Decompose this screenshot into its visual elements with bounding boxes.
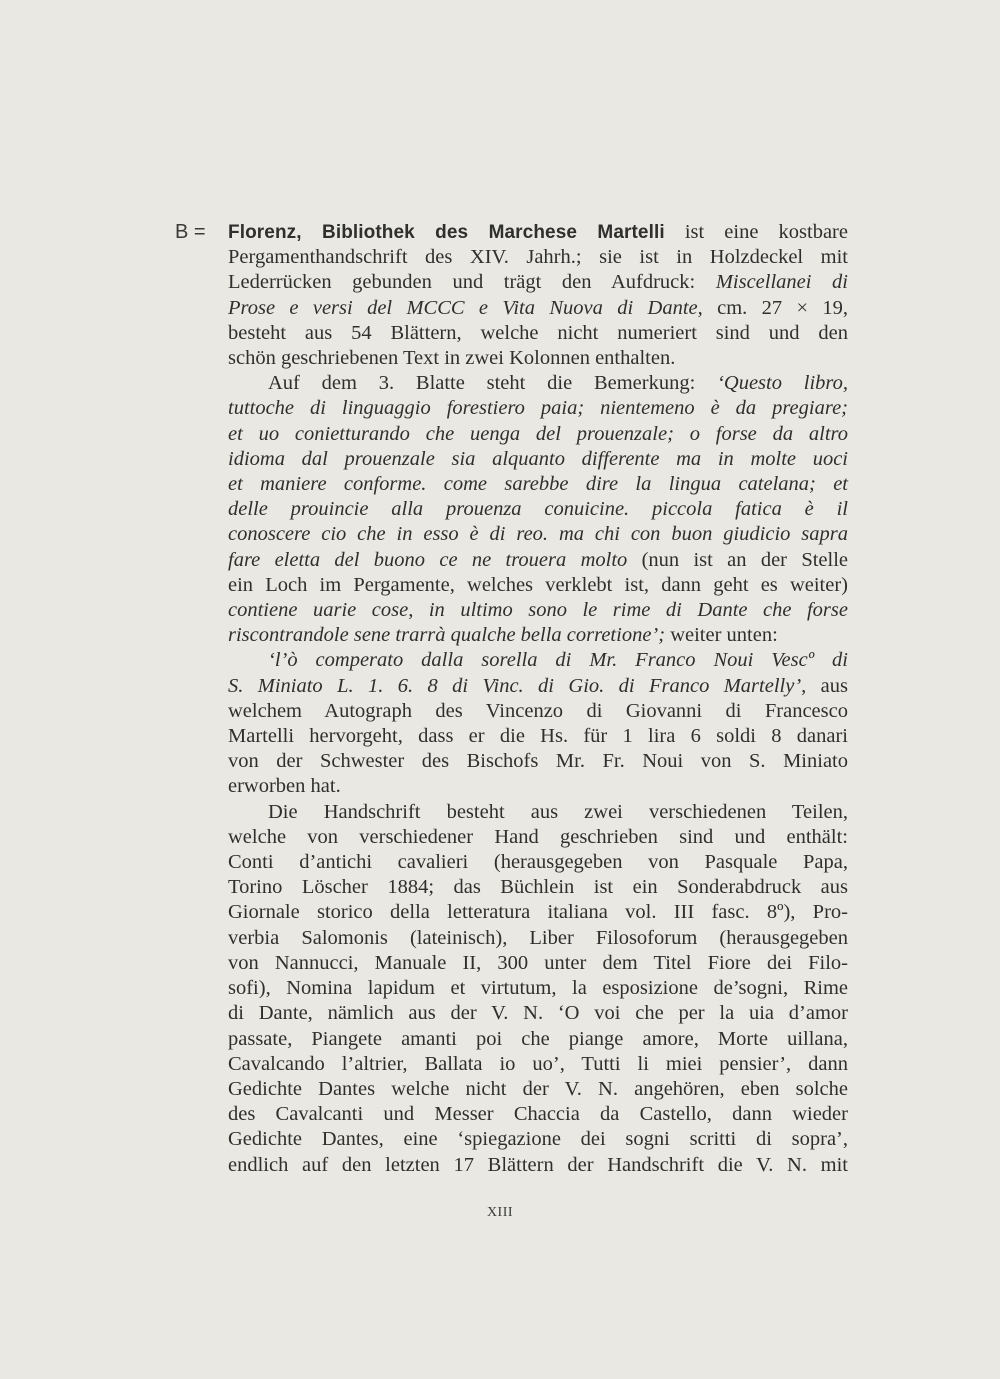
text-line	[228, 774, 848, 799]
text-run: Lederrücken gebunden und trägt den Aufdruck:	[228, 271, 716, 294]
text-run: Cavalcando l’altrier, Ballata io uo’, Tutti li miei pensier’, dann	[228, 1052, 848, 1075]
text-line	[228, 875, 848, 900]
text-run: erworben hat.	[228, 775, 341, 798]
text-line	[228, 1027, 848, 1052]
text-line	[228, 699, 848, 724]
italic-text: ‘Questo libro,	[717, 372, 848, 395]
text-run: welche von verschiedener Hand geschrieben sind und enthält:	[228, 825, 848, 848]
text-run: Gedichte Dantes welche nicht der V. N. angehören, eben solche	[228, 1077, 848, 1100]
paragraph	[228, 220, 848, 371]
text-line	[228, 497, 848, 522]
text-run: Auf dem 3. Blatte steht die Bemerkung:	[268, 372, 718, 395]
text-run: von der Schwester des Bischofs Mr. Fr. Noui von S. Miniato	[228, 750, 848, 773]
text-line	[228, 825, 848, 850]
text-line	[228, 371, 848, 396]
italic-text: Prose e versi del MCCC e Vita Nuova di Dante,	[228, 296, 703, 319]
italic-text: conoscere cio che in esso è di reo. ma chi con buon giudicio sapra	[228, 523, 848, 546]
text-run: ein Loch im Pergamente, welches verklebt ist, dann geht es weiter)	[228, 573, 848, 596]
text-line	[228, 926, 848, 951]
italic-text: ‘l’ò comperato dalla sorella di Mr. Franco Noui Vescº di	[268, 649, 848, 672]
text-line	[228, 724, 848, 749]
italic-text: et maniere conforme. come sarebbe dire la lingua catelana; et	[228, 473, 848, 496]
paragraph	[228, 648, 848, 799]
italic-text: et uo conietturando che uenga del prouenzale; o forse da altro	[228, 422, 848, 445]
text-run: schön geschriebenen Text in zwei Kolonnen enthalten.	[228, 347, 676, 370]
text-line	[228, 976, 848, 1001]
text-line	[228, 749, 848, 774]
text-run: Conti d’antichi cavalieri (herausgegeben von Pasquale Papa,	[228, 851, 848, 874]
text-run: Torino Löscher 1884; das Büchlein ist ein Sonderabdruck aus	[228, 876, 848, 899]
text-run: cm. 27 × 19,	[702, 296, 849, 319]
text-line	[228, 321, 848, 346]
main-text	[175, 220, 849, 1178]
italic-text: riscontrandole sene trarrà qualche bella corretione’;	[228, 624, 666, 647]
text-line	[228, 598, 848, 623]
text-run: Pergamenthandschrift des XIV. Jahrh.; sie ist in Holzdeckel mit	[228, 246, 848, 269]
italic-text: delle prouincie alla prouenza conuicine. piccola fatica è il	[228, 498, 848, 521]
text-line	[228, 674, 848, 699]
text-run: Giornale storico della letteratura italiana vol. III fasc. 8º), Pro-	[228, 901, 848, 924]
text-line	[228, 548, 848, 573]
text-line	[228, 1077, 848, 1102]
text-line	[228, 951, 848, 976]
text-run: Gedichte Dantes, eine ‘spiegazione dei sogni scritti di sopra’,	[228, 1128, 848, 1151]
text-line	[228, 573, 848, 598]
text-line	[228, 1102, 848, 1127]
text-run: Die Handschrift besteht aus zwei verschiedenen Teilen,	[268, 800, 848, 823]
italic-text: contiene uarie cose, in ultimo sono le rime di Dante che forse	[228, 599, 848, 622]
text-line	[228, 270, 848, 295]
text-line	[228, 1052, 848, 1077]
text-line	[228, 245, 848, 270]
text-line	[228, 1153, 848, 1178]
page-number: XIII	[486, 1205, 514, 1220]
italic-text: S. Miniato L. 1. 6. 8 di Vinc. di Gio. di Franco Martelly’,	[228, 674, 807, 697]
text-run: weiter unten:	[665, 624, 778, 647]
text-run: ist eine kostbare	[664, 221, 848, 243]
italic-text: tuttoche di linguaggio forestiero paia; nientemeno è da pregiare;	[228, 397, 848, 420]
text-run: besteht aus 54 Blättern, welche nicht numeriert sind und den	[228, 321, 848, 344]
text-line	[228, 1127, 848, 1152]
text-line	[228, 850, 848, 875]
italic-text: fare eletta del buono ce ne trouera molto	[228, 548, 628, 571]
entry-label: B =	[175, 221, 206, 243]
text-line	[228, 648, 848, 673]
paragraphs-container	[228, 220, 848, 1178]
text-run: aus	[806, 674, 848, 697]
text-line	[228, 1001, 848, 1026]
text-line	[228, 396, 848, 421]
text-line	[228, 422, 848, 447]
text-run: verbia Salomonis (lateinisch), Liber Filosoforum (herausgegeben	[228, 926, 848, 949]
text-line	[228, 623, 848, 648]
text-run: des Cavalcanti und Messer Chaccia da Castello, dann wieder	[228, 1103, 848, 1126]
text-run: di Dante, nämlich aus der V. N. ‘O voi che per la uia d’amor	[228, 1002, 848, 1025]
text-line	[228, 522, 848, 547]
text-run: sofi), Nomina lapidum et virtutum, la esposizione de’sogni, Rime	[228, 977, 848, 1000]
italic-text: idioma dal prouenzale sia alquanto differente ma in molte uoci	[228, 447, 848, 470]
text-line	[228, 472, 848, 497]
text-run: (nun ist an der Stelle	[627, 548, 849, 571]
text-line	[228, 346, 848, 371]
paragraph	[228, 371, 848, 648]
text-run: von Nannucci, Manuale II, 300 unter dem Titel Fiore dei Filo-	[228, 951, 848, 974]
text-run: passate, Piangete amanti poi che piange amore, Morte uillana,	[228, 1027, 848, 1050]
text-run: endlich auf den letzten 17 Blättern der Handschrift die V. N. mit	[228, 1153, 848, 1176]
text-run: welchem Autograph des Vincenzo di Giovanni di Francesco	[228, 699, 848, 722]
text-line	[228, 900, 848, 925]
text-line	[228, 447, 848, 472]
text-line	[228, 800, 848, 825]
entry-heading: Florenz, Bibliothek des Marchese Martelli	[228, 222, 665, 243]
paragraph	[228, 800, 848, 1178]
text-line	[228, 220, 848, 245]
text-run: Martelli hervorgeht, dass er die Hs. für 1 lira 6 soldi 8 danari	[228, 725, 848, 748]
text-line	[228, 296, 848, 321]
italic-text: Miscellanei di	[715, 271, 848, 294]
